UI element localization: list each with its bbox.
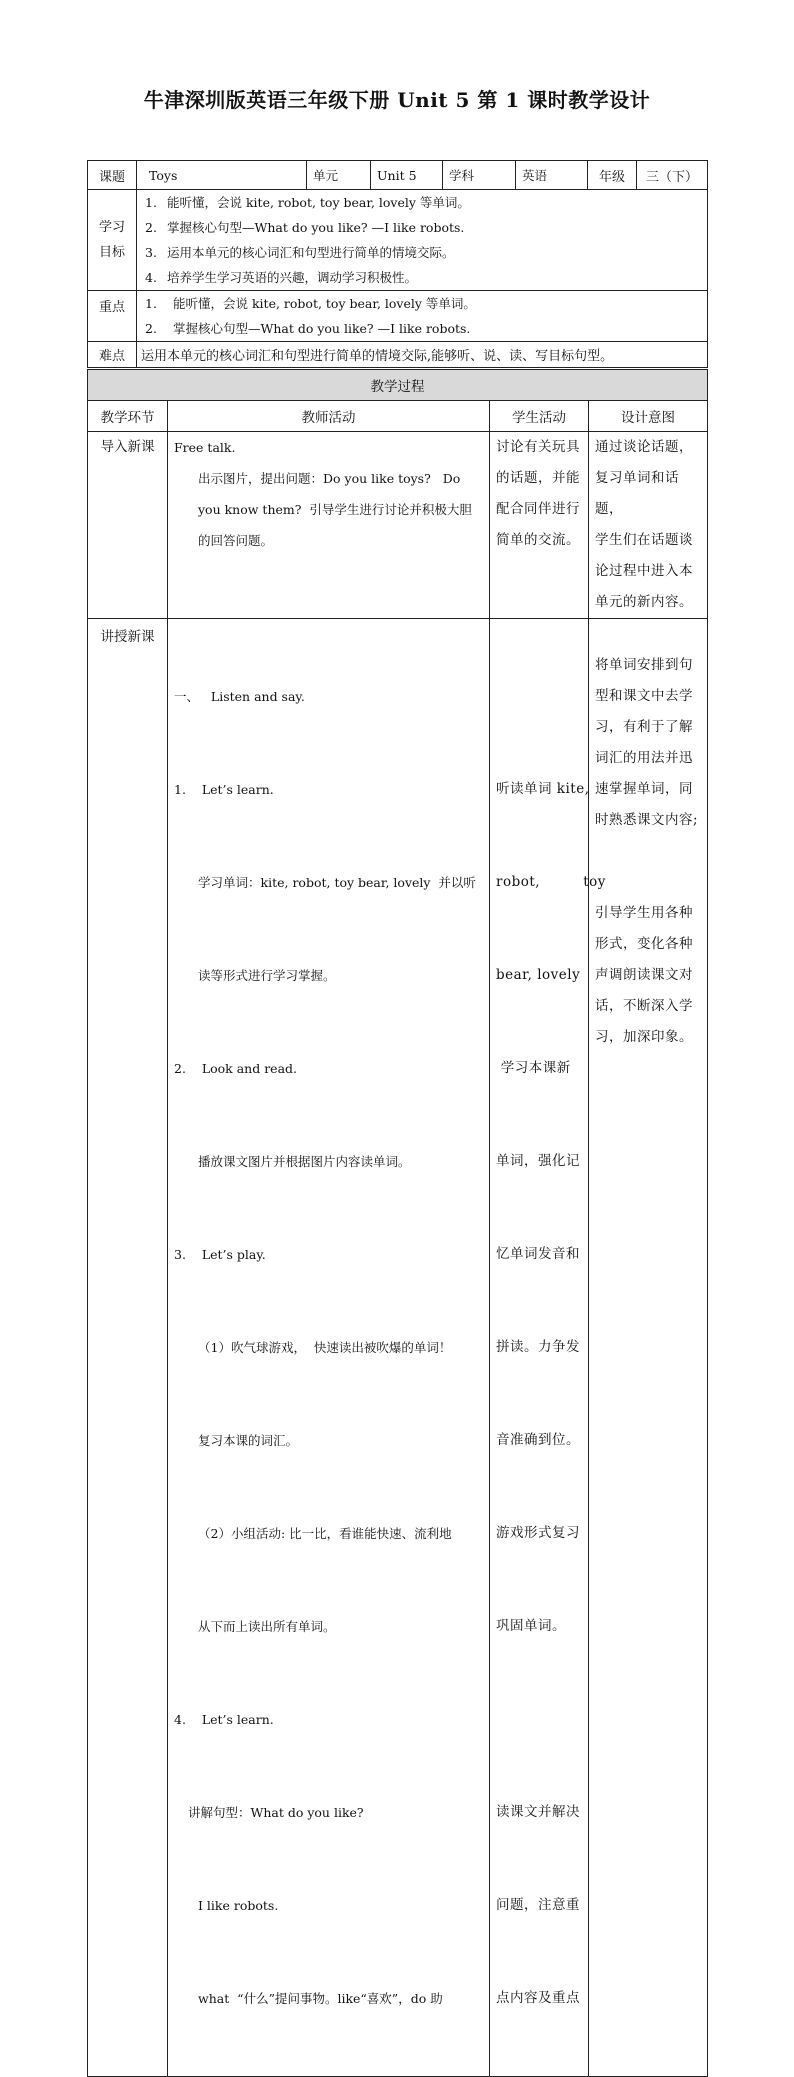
key-point-item: 1. 能听懂，会说 kite, robot, toy bear, lovely 等单词。 (145, 296, 476, 311)
intro-teacher-line: 出示图片，提出问题：Do you like toys? Do (198, 471, 461, 486)
new-intent-line: 习，加深印象。 (595, 1029, 693, 1045)
document-title: 牛津深圳版英语三年级下册 Unit 5 第 1 课时教学设计 (143, 88, 651, 112)
new-intent-line: 将单词安排到句 (595, 657, 693, 673)
new-teacher (168, 619, 490, 2077)
topic-value: Toys (137, 161, 307, 190)
intro-student-line: 配合同伴进行 (496, 501, 580, 517)
key-points-row (88, 291, 708, 342)
new-teacher-line: I like robots. (198, 1898, 279, 1913)
intro-teacher (168, 432, 490, 619)
header-intent: 设计意图 (589, 401, 708, 432)
new-teacher-line: 从下而上读出所有单词。 (198, 1619, 336, 1634)
new-student-line: 点内容及重点 (496, 1990, 580, 2006)
intro-student-line: 的话题，并能 (496, 470, 580, 486)
new-student-line: 游戏形式复习 (496, 1525, 580, 1541)
new-intent-line: 话，不断深入学 (595, 998, 693, 1014)
new-teacher-line: 3. Let’s play. (174, 1247, 266, 1262)
new-teacher-line: （2）小组活动: 比一比，看谁能快速、流利地 (198, 1526, 452, 1541)
new-teacher-line: 一、 Listen and say. (174, 689, 305, 704)
header-teacher: 教师活动 (168, 401, 490, 432)
intro-intent (589, 432, 708, 619)
topic-label: 课题 (88, 161, 137, 190)
grade-value: 三（下） (637, 161, 708, 190)
new-intent (589, 619, 708, 2077)
new-intent-line (595, 1053, 701, 1084)
objectives-label-line-1: 学习 (98, 220, 125, 235)
new-lesson-row (88, 619, 708, 2077)
subject-label: 学科 (443, 161, 516, 190)
intro-intent-line: 学生们在话题谈 (595, 532, 693, 548)
unit-value: Unit 5 (371, 161, 443, 190)
grade-label: 年级 (588, 161, 637, 190)
intro-student-line: 简单的交流。 (496, 532, 580, 548)
intro-intent-line: 通过谈论话题， (595, 439, 693, 455)
objectives-row (88, 190, 708, 291)
new-student-line: robot, toy (496, 874, 606, 890)
difficulty-row (88, 342, 708, 368)
new-teacher-line: 学习单词：kite, robot, toy bear, lovely 并以听 (198, 875, 476, 890)
new-intent-line (595, 619, 701, 650)
new-teacher-line: 讲解句型：What do you like? (188, 1805, 364, 1820)
difficulty-text: 运用本单元的核心词汇和句型进行简单的情境交际,能够听、说、读、写目标句型。 (137, 342, 708, 368)
objective-item: 3. 运用本单元的核心词汇和句型进行简单的情境交际。 (145, 245, 455, 260)
new-lesson-stage: 讲授新课 (88, 619, 168, 2077)
header-student: 学生活动 (490, 401, 589, 432)
info-table (87, 160, 708, 368)
new-student-line: bear, lovely (496, 967, 581, 983)
new-intent-line: 引导学生用各种 (595, 905, 693, 921)
new-student-line (496, 681, 582, 712)
objective-item: 1. 能听懂，会说 kite, robot, toy bear, lovely 等单词。 (145, 195, 470, 210)
new-teacher-line: 复习本课的词汇。 (198, 1433, 299, 1448)
intro-teacher-line: 的回答问题。 (198, 533, 274, 548)
new-intent-line: 形式，变化各种 (595, 936, 693, 952)
new-teacher-line: （1）吹气球游戏， 快速读出被吹爆的单词！ (198, 1340, 452, 1355)
intro-student (490, 432, 589, 619)
new-teacher-line: what “什么”提问事物。like“喜欢”，do 助 (198, 1991, 443, 2006)
new-student-line: 听读单词 kite, (496, 781, 590, 797)
new-student-line: 忆单词发音和 (496, 1246, 580, 1262)
new-intent-line: 型和课文中去学 (595, 688, 693, 704)
new-intent-line: 习，有利于了解 (595, 719, 693, 735)
process-band (88, 370, 708, 401)
new-student (490, 619, 606, 2077)
intro-teacher-line: you know them? 引导学生进行讨论并积极大胆 (198, 502, 472, 517)
header-stage: 教学环节 (88, 401, 168, 432)
new-student-line: 拼读。力争发 (496, 1339, 580, 1355)
process-table (87, 369, 708, 2077)
intro-intent-line: 论过程中进入本 (595, 563, 693, 579)
key-points-list (137, 291, 708, 342)
new-teacher-line: 读等形式进行学习掌握。 (198, 968, 336, 983)
difficulty-label: 难点 (88, 342, 137, 368)
objectives-label-line-2: 目标 (98, 245, 125, 260)
key-points-label: 重点 (88, 291, 137, 342)
intro-intent-line: 单元的新内容。 (595, 594, 693, 610)
subject-value: 英语 (516, 161, 588, 190)
new-teacher-line: 1. Let’s learn. (174, 782, 274, 797)
new-student-line: 巩固单词。 (496, 1618, 566, 1634)
objectives-list (137, 190, 708, 291)
new-teacher-line: 2. Look and read. (174, 1061, 297, 1076)
info-row (88, 161, 708, 190)
new-student-line: 问题，注意重 (496, 1897, 580, 1913)
new-intent-line (595, 867, 701, 898)
new-intent-line: 速掌握单词，同 (595, 781, 693, 797)
intro-student-line: 讨论有关玩具 (496, 439, 580, 455)
new-intent-line: 声调朗读课文对 (595, 967, 693, 983)
objective-item: 2. 掌握核心句型—What do you like? —I like robots. (145, 220, 465, 235)
objectives-label (88, 190, 137, 291)
process-header-row (88, 401, 708, 432)
new-teacher-line: 播放课文图片并根据图片内容读单词。 (198, 1154, 411, 1169)
objective-item: 4. 培养学生学习英语的兴趣，调动学习积极性。 (145, 270, 418, 285)
intro-teacher-line: Free talk. (174, 440, 236, 455)
intro-intent-line: 复习单词和话题， (595, 470, 679, 517)
intro-stage: 导入新课 (88, 432, 168, 619)
new-teacher-line: 4. Let’s learn. (174, 1712, 274, 1727)
new-intent-line: 时熟悉课文内容; (595, 812, 699, 828)
new-student-line: 学习本课新 (496, 1060, 571, 1076)
process-band-title: 教学过程 (88, 370, 708, 401)
new-student-line: 读课文并解决 (496, 1804, 580, 1820)
new-student-line: 单词，强化记 (496, 1153, 580, 1169)
new-student-line (496, 1704, 582, 1735)
new-intent-line (595, 836, 701, 867)
new-intent-line: 词汇的用法并迅 (595, 750, 693, 766)
new-student-line: 音准确到位。 (496, 1432, 580, 1448)
intro-row (88, 432, 708, 619)
unit-label: 单元 (307, 161, 371, 190)
key-point-item: 2. 掌握核心句型—What do you like? —I like robots. (145, 321, 471, 336)
